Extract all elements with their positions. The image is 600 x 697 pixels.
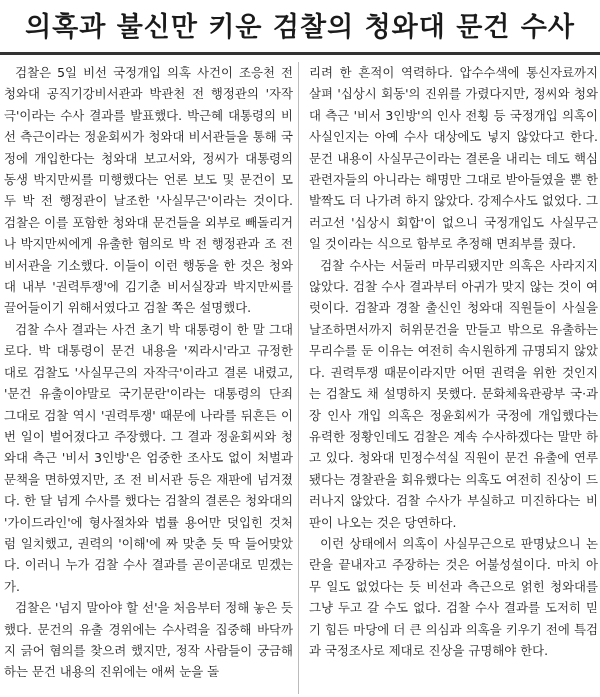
headline: 의혹과 불신만 키운 검찰의 청와대 문건 수사 <box>25 11 575 43</box>
headline-rule <box>0 52 600 55</box>
paragraph: 검찰은 5일 비선 국정개입 의혹 사건이 조응천 전 청와대 공직기강비서관과 박관천 전 행정관의 '자작극'이라는 수사 결과를 발표했다. 박근혜 대통령의 비선 측근이라는 정윤회씨가 청와대 비서관들을 통해 국정에 개입한다는 청와대 보고서와, 정씨가 대통령의 동생 박지만씨를 미행했다는 언론 보도 및 문건이 모두 박 전 행정관이 날조한 '사실무근'이라는 것이다. 검찰은 이를 포함한 청와대 문건들을 외부로 빼돌리거나 박지만씨에게 유출한 혐의로 박 전 행정관과 조 전 비서관을 기소했다. 이들이 이런 행동을 한 것은 청와대 내부 '권력투쟁'에 김기춘 비서실장과 박지만씨를 끌어들이기 위해서였다고 검찰 쪽은 설명했다. <box>4 65 293 316</box>
paragraph: 검찰 수사는 서둘러 마무리됐지만 의혹은 사라지지 않았다. 검찰 수사 결과부터 아귀가 맞지 않는 것이 여럿이다. 검찰과 경찰 출신인 청와대 직원들이 사실을 날조하면서까지 허위문건을 만들고 밖으로 유출하는 무리수를 둔 이유는 여전히 속시원하게 규명되지 않았다. 권력투쟁 때문이라지만 어떤 권력을 위한 것인지는 검찰도 채 설명하지 못했다. 문화체육관광부 국·과장 인사 개입 의혹은 정윤회씨가 국정에 개입했다는 유력한 정황인데도 검찰은 계속 수사하겠다는 말만 하고 있다. 청와대 민정수석실 직원이 문건 유출에 연루됐다는 경찰관을 회유했다는 의혹도 여전히 진상이 드러나지 않았다. 검찰 수사가 부실하고 미진하다는 비판이 나오는 것은 당연하다. <box>309 257 598 530</box>
paragraph: 검찰은 '넘지 말아야 할 선'을 처음부터 정해 놓은 듯했다. 문건의 유출 경위에는 수사력을 집중해 바닥까지 긁어 혐의를 찾으려 했지만, 정작 사람들이 궁금해하는 문건 내용의 진위에는 애써 눈을 돌 <box>4 600 293 680</box>
left-column <box>4 62 293 694</box>
column-divider <box>298 62 299 694</box>
paragraph: 리려 한 흔적이 역력하다. 압수수색에 통신자료까지 살펴 '십상시 회동'의 진위를 가렸다지만, 정씨와 청와대 측근 '비서 3인방'의 인사 전횡 등 국정개입 의혹이 사실인지는 아예 수사 대상에도 넣지 않았다고 한다. 문건 내용이 사실무근이라는 결론을 내리는 데도 핵심 관련자들의 아니라는 해명만 그대로 받아들였을 뿐 한 발짝도 더 나가려 하지 않았다. 강제수사도 없었다. 그러고선 '십상시 회합'이 없으니 국정개입도 사실무근일 것이라는 식으로 함부로 추정해 면죄부를 줬다. <box>309 65 598 252</box>
paragraph: 검찰 수사 결과는 사건 초기 박 대통령이 한 말 그대로다. 박 대통령이 문건 내용을 '찌라시'라고 규정한 대로 검찰도 '사실무근의 자작극'이라고 결론 내렸고, '문건 유출이야말로 국기문란'이라는 대통령의 단죄 그대로 검찰 역시 '권력투쟁' 때문에 나라를 뒤흔든 이번 일이 벌어졌다고 주장했다. 그 결과 정윤회씨와 청와대 측근 '비서 3인방'은 엄중한 조사도 없이 처벌과 문책을 면하였지만, 조 전 비서관 등은 재판에 넘겨졌다. 한 달 넘게 수사를 했다는 검찰의 결론은 청와대의 '가이드라인'에 형사절차와 법률 용어만 덧입힌 것처럼 일치했고, 권력의 '이해'에 짜 맞춘 듯 딱 들어맞았다. 이러니 누가 검찰 수사 결과를 곧이곧대로 믿겠는가. <box>4 321 293 594</box>
paragraph: 이런 상태에서 의혹이 사실무근으로 판명났으니 논란을 끝내자고 주장하는 것은 어불성설이다. 마치 아무 일도 없었다는 듯 비선과 측근으로 얽힌 청와대를 그냥 두고 갈 수도 없다. 검찰 수사 결과를 도저히 믿기 힘든 마당에 더 큰 의심과 의혹을 키우기 전에 특검과 국정조사로 제대로 진상을 규명해야 한다. <box>309 535 598 658</box>
right-column <box>309 62 598 694</box>
